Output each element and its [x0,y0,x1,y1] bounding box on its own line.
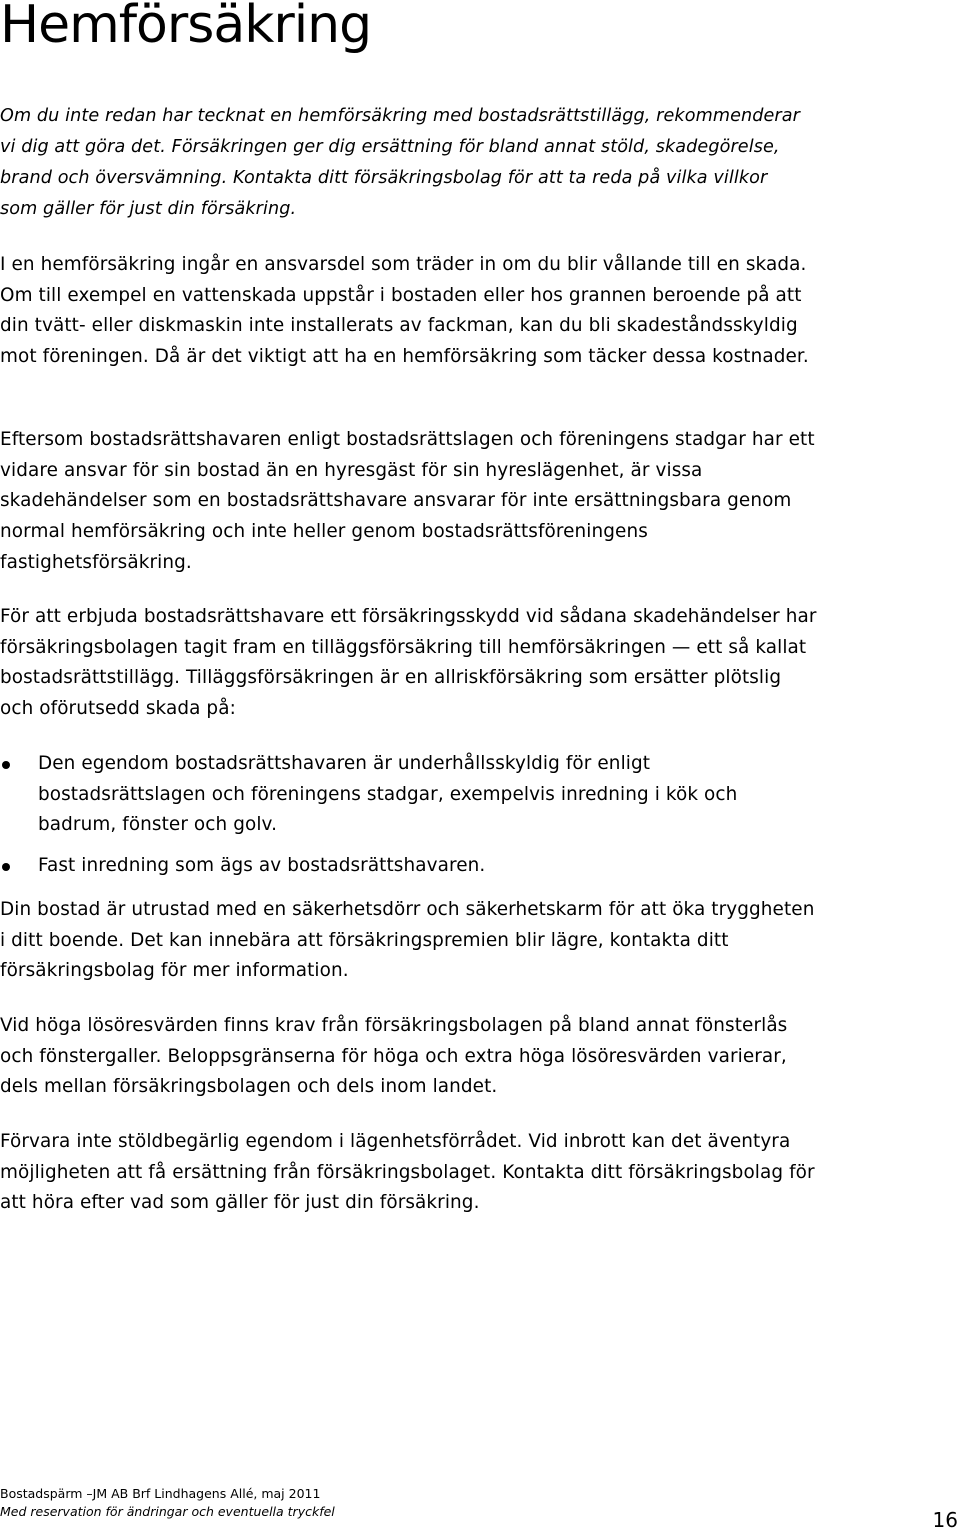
list-item-text: Den egendom bostadsrättshavaren är underhållsskyldig för enligt bostadsrättslagen och föreningens stadgar, exempelvis inredning i kök och badrum, fönster och golv. [38,753,738,836]
supplement-paragraph: För att erbjuda bostadsrättshavare ett försäkringsskydd vid sådana skadehändelser har försäkringsbolagen tagit fram en tilläggsförsäkring till hemförsäkringen — ett så kallat bostadsrättstillägg. Tilläggsförsäkringen är en allriskförsäkring som ersätter plötslig och oförutsedd skada på: [0,606,817,720]
list-item [0,749,820,841]
list-item [0,851,820,882]
page-number: 16 [932,1508,958,1532]
valuables-paragraph: Vid höga lösöresvärden finns krav från försäkringsbolagen på bland annat fönsterlås och fönstergaller. Beloppsgränserna för höga och extra höga lösöresvärden varierar, dels mellan försäkringsbolagen och dels inom landet. [0,1015,788,1098]
intro-paragraph: Om du inte redan har tecknat en hemförsäkring med bostadsrättstillägg, rekommenderar vi dig att göra det. Försäkringen ger dig ersättning för bland annat stöld, skadegörelse, brand och översvämning. Kontakta ditt försäkringsbolag för att ta reda på vilka villkor som gäller för just din försäkring. [0,106,800,219]
list-item-text: Fast inredning som ägs av bostadsrättshavaren. [38,855,486,877]
security-door-paragraph: Din bostad är utrustad med en säkerhetsdörr och säkerhetskarm för att öka tryggheten i ditt boende. Det kan innebära att försäkringspremien blir lägre, kontakta ditt försäkringsbolag för mer information. [0,899,815,982]
liability-paragraph: I en hemförsäkring ingår en ansvarsdel som träder in om du blir vållande till en skada. Om till exempel en vattenskada uppstår i bostaden eller hos grannen beroende på att din tvätt- eller diskmaskin inte installerats av fackman, kan du bli skadeståndsskyldig mot föreningen. Då är det viktigt att ha en hemförsäkring som täcker dessa kostnader. [0,254,809,368]
coverage-list [0,749,820,882]
footer-document-info: Bostadspärm –JM AB Brf Lindhagens Allé, maj 2011 [0,1486,321,1501]
bullet-icon [2,761,10,769]
page-title: Hemförsäkring [0,0,372,55]
footer-disclaimer: Med reservation för ändringar och eventuella tryckfel [0,1504,335,1519]
bullet-icon [2,863,10,871]
responsibility-paragraph: Eftersom bostadsrättshavaren enligt bostadsrättslagen och föreningens stadgar har ett vidare ansvar för sin bostad än en hyresgäst för sin hyreslägenhet, är vissa skadehändelser som en bostadsrättshavare ansvarar för inte ersättningsbara genom normal hemförsäkring och inte heller genom bostadsrättsföreningens fastighetsförsäkring. [0,429,815,573]
storage-paragraph: Förvara inte stöldbegärlig egendom i lägenhetsförrådet. Vid inbrott kan det äventyra möjligheten att få ersättning från försäkringsbolaget. Kontakta ditt försäkringsbolag för att höra efter vad som gäller för just din försäkring. [0,1131,815,1214]
